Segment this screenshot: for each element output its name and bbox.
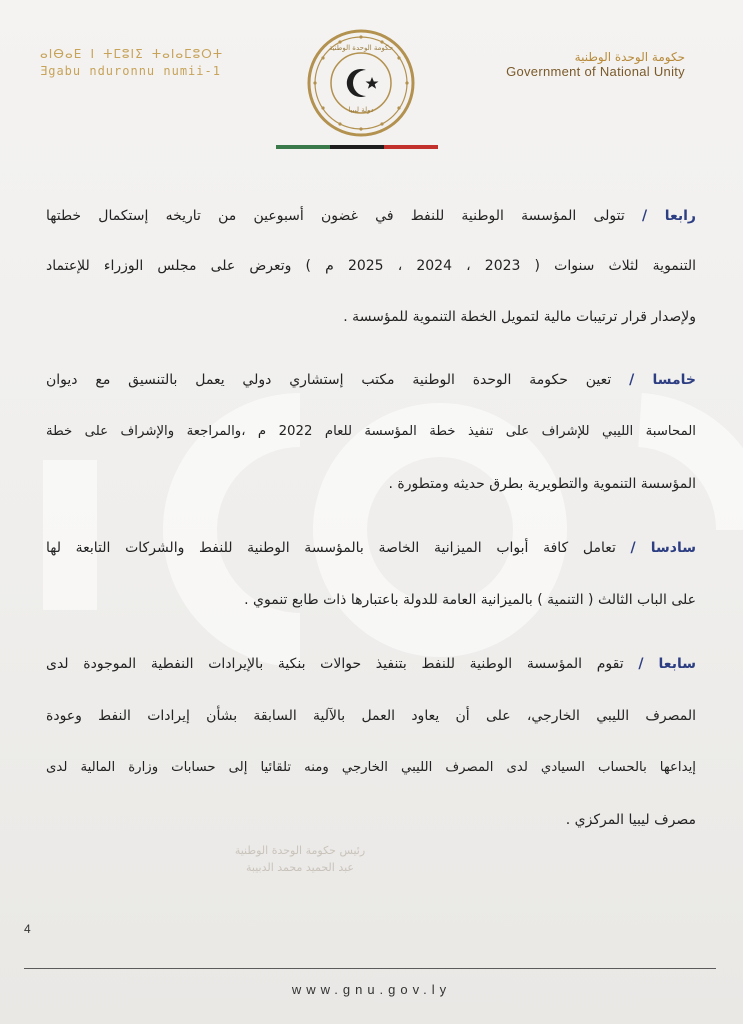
- paragraph-label: رابعا /: [641, 208, 696, 224]
- crescent-icon: [347, 69, 366, 97]
- tifinagh-line-1: ⴰⵏⴱⴰⴹ ⵏ ⵜⵎⵓⵏⵉ ⵜⴰⵏⴰⵎⵓⵔⵜ: [40, 47, 224, 61]
- paragraph-5-line-3: المؤسسة التنموية والتطويرية بطرق حديثه ومتطورة .: [388, 476, 696, 492]
- header-government-name: [506, 50, 685, 79]
- paragraph-5-line-1: خامسا / تعين حكومة الوحدة الوطنية مكتب إستشاري دولي يعمل بالتنسيق مع ديوان: [46, 372, 696, 388]
- paragraph-6-line-2: على الباب الثالث ( التنمية ) بالميزانية العامة للدولة باعتبارها ذات طابع تنموي .: [244, 592, 696, 608]
- seal-text-bottom: دولة ليبيا: [348, 106, 374, 114]
- signature-block: [230, 842, 370, 876]
- government-name-arabic: حكومة الوحدة الوطنية: [574, 50, 685, 64]
- signature-title: رئيس حكومة الوحدة الوطنية: [234, 844, 366, 857]
- paragraph-4-line-1: رابعا / تتولى المؤسسة الوطنية للنفط في غضون أسبوعين من تاريخه إستكمال خطتها: [46, 208, 696, 224]
- paragraph-7-line-2: المصرف الليبي الخارجي، على أن يعاود العمل بالآلية السابقة بشأن إيرادات النفط وعودة: [46, 708, 696, 724]
- header-tifinagh: [40, 46, 260, 80]
- tifinagh-line-2: Ǝgabu nduronnu numii-1: [40, 64, 221, 78]
- stripe-red: [384, 145, 438, 149]
- paragraph-5-line-2: المحاسبة الليبي للإشراف على تنفيذ خطة المؤسسة للعام 2022 م ،والمراجعة والإشراف على خطة: [46, 424, 697, 439]
- footer-divider: [24, 968, 716, 969]
- paragraph-4-line-2: التنموية لثلاث سنوات ( 2023 ، 2024 ، 2025 م ) وتعرض على مجلس الوزراء للإعتماد: [46, 258, 697, 274]
- paragraph-label: سادسا /: [630, 540, 696, 556]
- signature-name: عبد الحميد محمد الدبيبة: [245, 861, 354, 874]
- footer-website: www.gnu.gov.ly: [291, 982, 452, 997]
- star-icon: [366, 77, 379, 89]
- stripe-black: [330, 145, 384, 149]
- paragraph-7-line-1: سابعا / تقوم المؤسسة الوطنية للنفط بتنفيذ حوالات بنكية بالإيرادات النفطية الموجودة لدى: [46, 656, 696, 672]
- paragraph-7-line-4: مصرف ليبيا المركزي .: [565, 812, 696, 828]
- paragraph-7-line-3: إيداعها بالحساب السيادي لدى المصرف الليبي الخارجي ومنه تلقائيا إلى حسابات وزارة المالية لدى: [46, 760, 696, 775]
- paragraph-label: خامسا /: [629, 372, 696, 388]
- government-name-english: Government of National Unity: [506, 64, 685, 79]
- paragraph-4-line-3: ولإصدار قرار ترتيبات مالية لتمويل الخطة التنموية للمؤسسة .: [343, 309, 696, 325]
- paragraph-label: سابعا /: [638, 656, 696, 672]
- page-number: 4: [24, 922, 31, 936]
- stripe-green: [276, 145, 330, 149]
- seal-text-top: حكومة الوحدة الوطنية: [328, 44, 394, 52]
- paragraph-6-line-1: سادسا / تعامل كافة أبواب الميزانية الخاصة بالمؤسسة الوطنية للنفط والشركات التابعة لها: [46, 540, 696, 556]
